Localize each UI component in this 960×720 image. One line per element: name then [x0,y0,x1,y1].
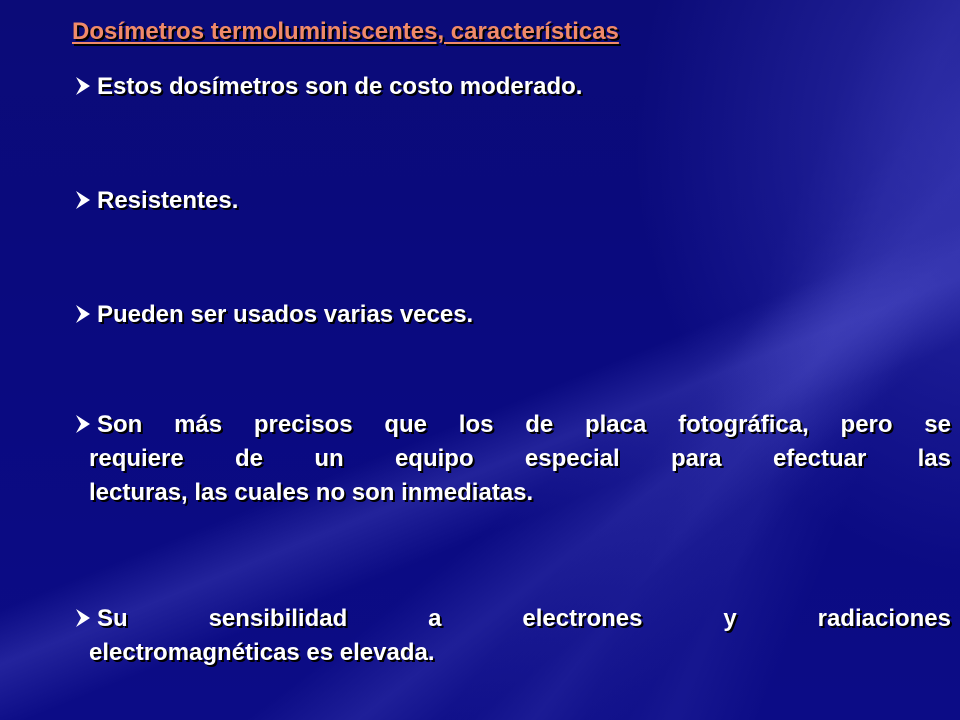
arrow-bullet-icon [75,184,97,218]
bullet-text: Pueden ser usados varias veces. [97,301,474,328]
bullet-item [75,602,951,670]
bullet-text-line: requiere de un equipo especial para efectuar las [89,445,951,472]
slide-title: Dosímetros termoluminiscentes, características [72,18,619,45]
bullet-line [75,636,951,670]
bullet-text-line: electromagnéticas es elevada. [89,639,435,666]
arrow-bullet-icon [75,408,97,442]
bullet-line [75,442,951,476]
bullet-text: Estos dosímetros son de costo moderado. [97,73,583,100]
bullet-text-line: Son más precisos que los de placa fotográfica, pero se [97,411,951,438]
bullet-item [75,70,951,104]
bullet-item [75,184,951,218]
arrow-bullet-icon [75,70,97,104]
arrow-bullet-icon [75,602,97,636]
bullet-item [75,408,951,510]
bullet-line [75,408,951,442]
bullet-line [75,602,951,636]
bullet-line [75,476,951,510]
bullet-item [75,298,951,332]
bullet-text-line: Su sensibilidad a electrones y radiaciones [97,605,951,632]
bullet-text-line: lecturas, las cuales no son inmediatas. [89,479,534,506]
bullet-text: Resistentes. [97,187,239,214]
arrow-bullet-icon [75,298,97,332]
